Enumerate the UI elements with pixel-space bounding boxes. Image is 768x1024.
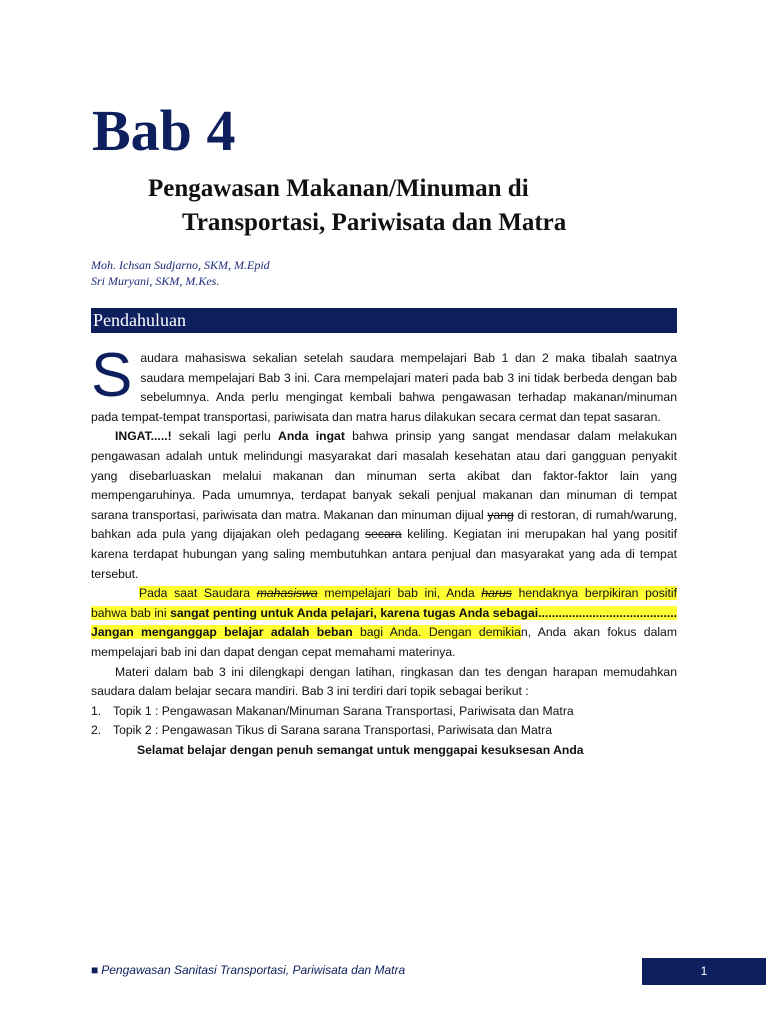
body-text xyxy=(91,341,678,760)
p2-text-3: di restoran, di rumah/warung, bahkan ada pula yang dijajakan oleh pedagang xyxy=(91,507,677,542)
p2-text-2: bahwa prinsip yang sangat mendasar dalam melakukan pengawasan adalah untuk melindungi masyarakat dari masalah kesehatan atau dari gangguan penyakit yang disebarluaskan melalui makanan dan minuman serta akibat dan faktor-faktor lain yang mempengaruhinya. Pada umumnya, terdapat banyak sekali penjual makanan dan minuman di tempat sarana transportasi, pariwisata dan matra. Makanan dan minuman dijual xyxy=(91,429,678,522)
strikethrough-harus: harus xyxy=(481,586,512,601)
author-list xyxy=(91,257,270,289)
title-line-2: Transportasi, Pariwisata dan Matra xyxy=(182,209,567,236)
highlight-bold: sangat penting untuk Anda pelajari, karena tugas Anda sebagai......................................... Jangan menganggap belajar adalah beban xyxy=(91,605,677,640)
highlight-1: Pada saat Saudara xyxy=(139,586,257,601)
p2-text-1: sekali lagi perlu xyxy=(171,429,279,444)
paragraph-1-text: audara mahasiswa sekalian setelah saudara mempelajari Bab 1 dan 2 maka tibalah saatnya saudara mempelajari Bab 3 ini. Cara mempelajari materi pada bab 3 ini tidak berbeda dengan bab sebelumnya. Anda perlu mengingat kembali bahwa pengawasan terhadap makanan/minuman pada tempat-tempat transportasi, pariwisata dan matra harus dilakukan secara cermat dan tepat sasaran. xyxy=(91,351,677,424)
p3-text: n, Anda akan fokus dalam mempelajari bab ini dan dapat dengan cepat memahami materinya. xyxy=(91,625,677,659)
paragraph-1 xyxy=(91,341,677,427)
list-item xyxy=(91,702,677,722)
section-heading: Pendahuluan xyxy=(91,308,677,333)
paragraph-3 xyxy=(91,584,677,662)
author-2: Sri Muryani, SKM, M.Kes. xyxy=(91,274,220,288)
topic-list xyxy=(91,702,677,741)
drop-cap: S xyxy=(91,341,133,410)
footer xyxy=(91,963,405,977)
highlight-4: bagi Anda. Dengan demikia xyxy=(352,625,521,640)
ingat-emphasis: INGAT.....! xyxy=(115,429,172,444)
strikethrough-secara: secara xyxy=(365,527,402,542)
list-item xyxy=(91,721,677,741)
footer-title: Pengawasan Sanitasi Transportasi, Pariwisata dan Matra xyxy=(101,963,406,977)
highlight-3: hendaknya berpikiran positif bahwa bab ini xyxy=(91,586,677,620)
topic-2-text: Topik 2 : Pengawasan Tikus di Sarana sarana Transportasi, Pariwisata dan Matra xyxy=(113,723,552,738)
paragraph-2 xyxy=(91,427,677,584)
anda-ingat-emphasis: Anda ingat xyxy=(278,429,345,444)
author-1: Moh. Ichsan Sudjarno, SKM, M.Epid xyxy=(91,258,270,272)
square-bullet-icon: ■ xyxy=(91,963,99,977)
p2-text-4: keliling. Kegiatan ini merupakan hal yang positif karena terdapat hubungan yang saling membutuhkan antara penjual dan masyarakat yang ada di tempat tersebut. xyxy=(91,527,677,581)
chapter-title xyxy=(148,172,708,240)
title-line-1: Pengawasan Makanan/Minuman di xyxy=(148,175,529,202)
strikethrough-mahasiswa: mahasiswa xyxy=(256,586,318,601)
closing-statement: Selamat belajar dengan penuh semangat untuk menggapai kesuksesan Anda xyxy=(137,742,584,757)
list-number: 1. xyxy=(91,703,102,718)
page-number: 1 xyxy=(642,958,766,985)
list-number: 2. xyxy=(91,723,102,738)
strikethrough-yang: yang xyxy=(487,507,514,522)
paragraph-4: Materi dalam bab 3 ini dilengkapi dengan latihan, ringkasan dan tes dengan harapan memudahkan saudara dalam belajar secara mandiri. Bab 3 ini terdiri dari topik sebagai berikut : xyxy=(91,664,677,699)
topic-1-text: Topik 1 : Pengawasan Makanan/Minuman Sarana Transportasi, Pariwisata dan Matra xyxy=(113,703,574,718)
chapter-heading: Bab 4 xyxy=(92,98,236,163)
highlight-2: mempelajari bab ini, Anda xyxy=(317,586,482,601)
